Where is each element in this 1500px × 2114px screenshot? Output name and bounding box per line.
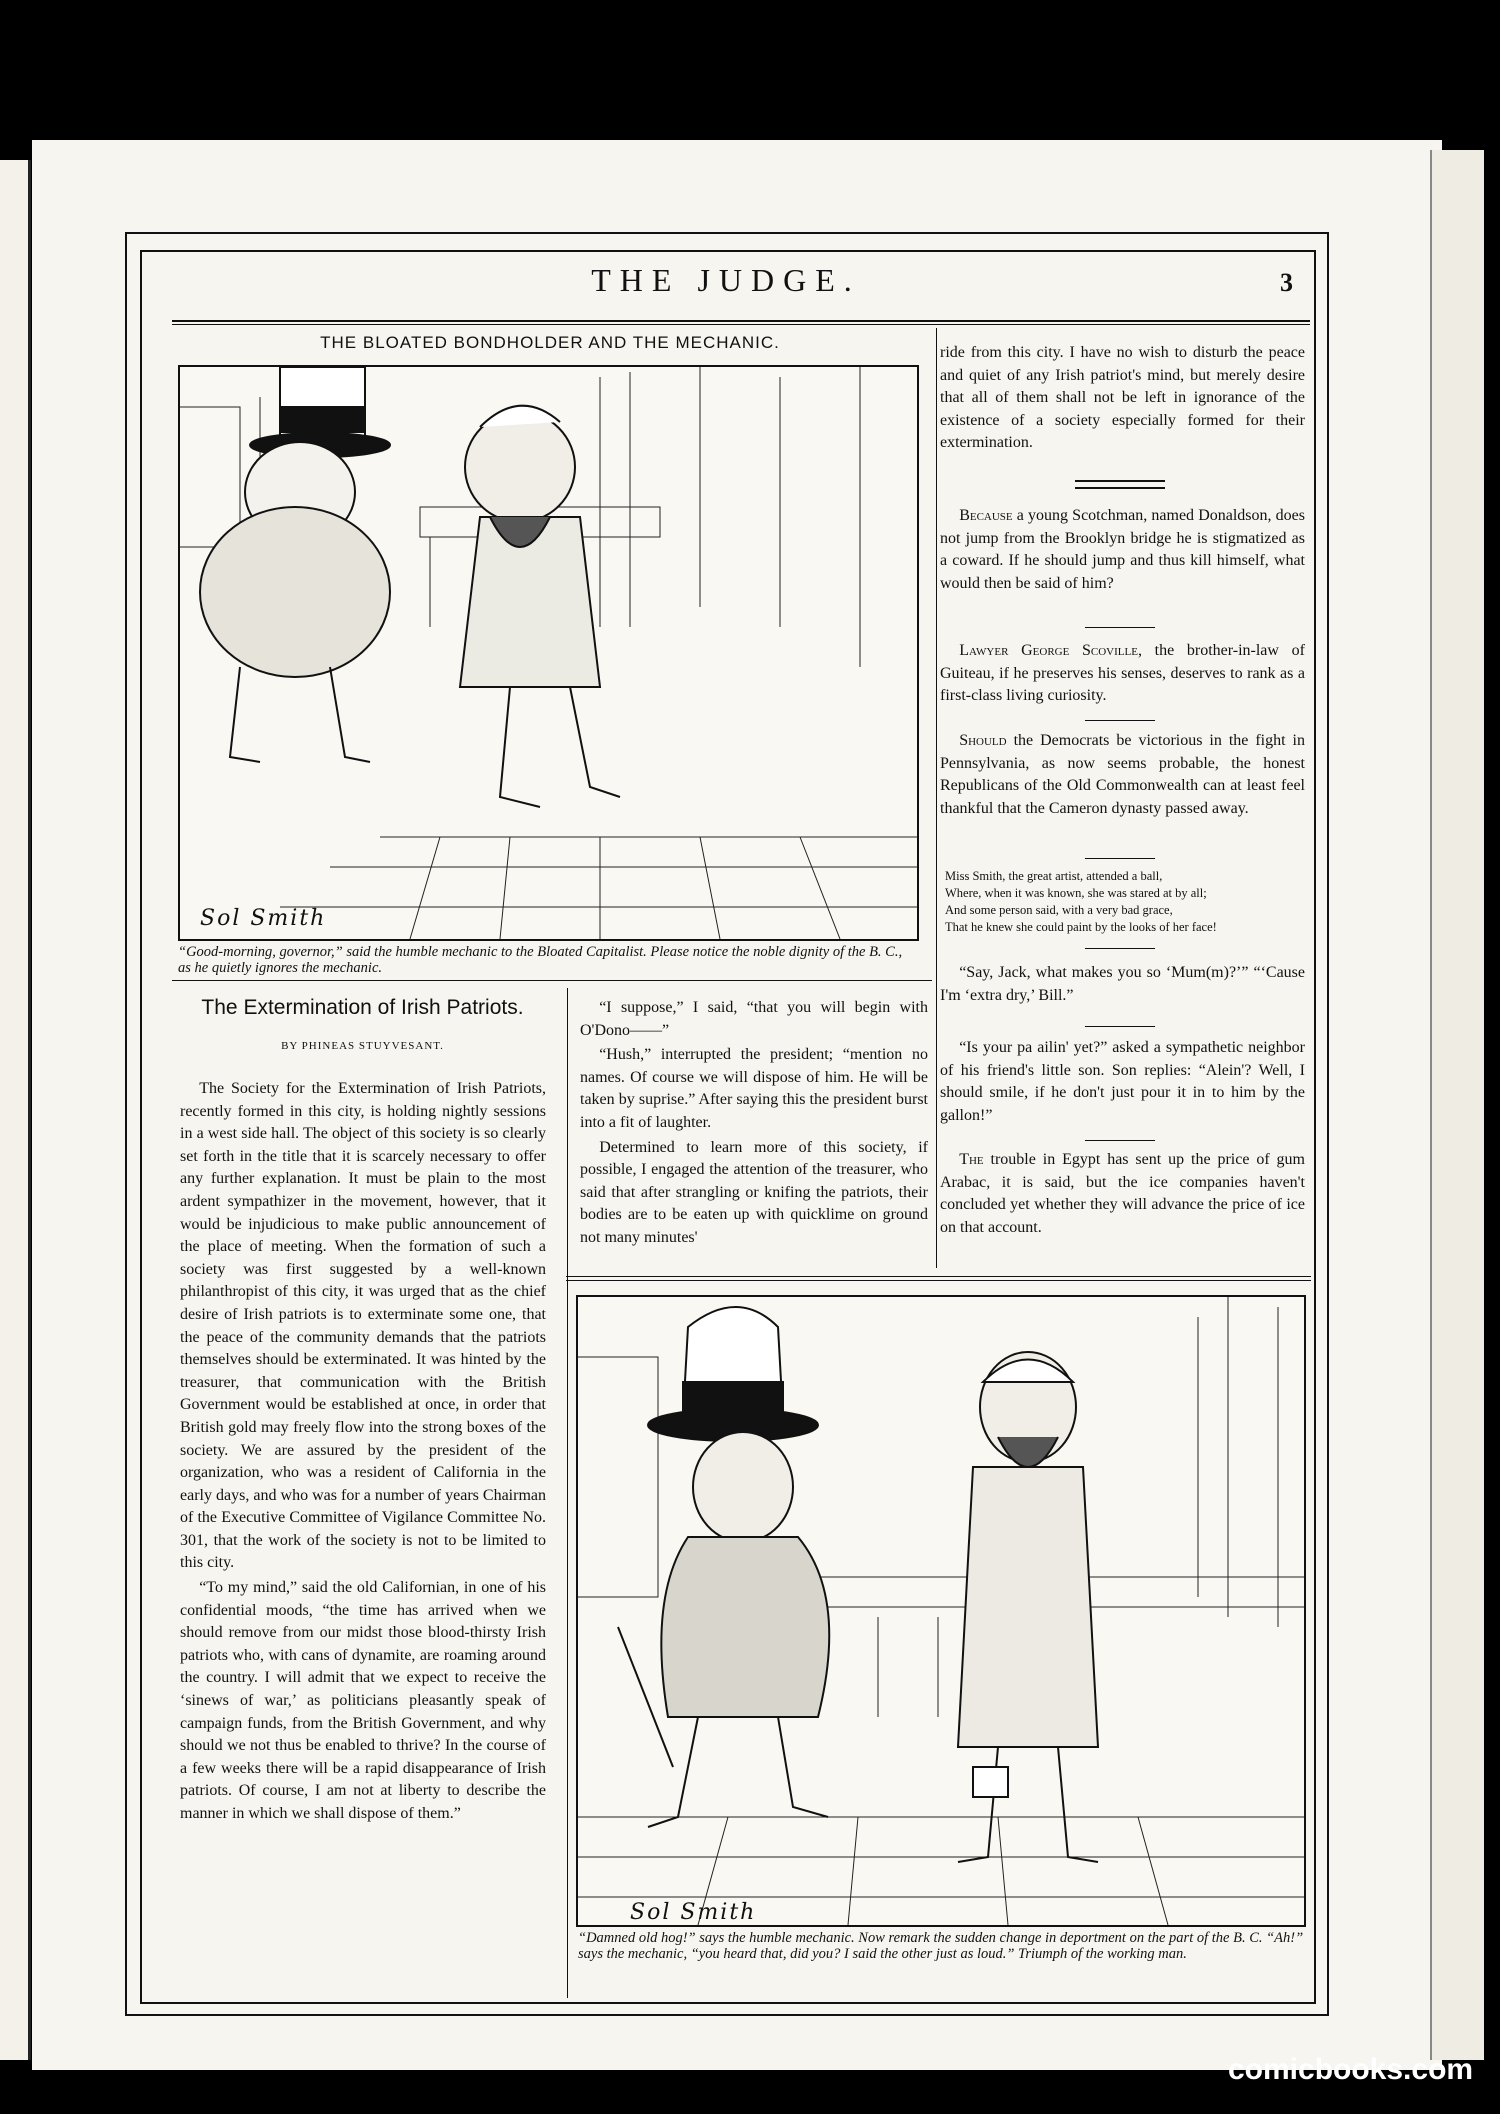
paragraph-text: “Is your pa ailin' yet?” asked a sympathetic neighbor of his friend's little son. Son replies: “Alein'? Well, I should smile, if he don't just pour it in to him by the gallon!” (940, 1039, 1305, 1124)
cartoon-top-signature: Sol Smith (200, 906, 327, 931)
poem-miss-smith (945, 868, 1310, 936)
paragraph-text: trouble in Egypt has sent up the price of gum Arabac, it is said, but the ice companies haven't concluded yet whether they will advance the price of ice on that account. (940, 1151, 1305, 1236)
poem-line: And some person said, with a very bad grace, (945, 903, 1173, 917)
cartoon-top-caption: “Good-morning, governor,” said the humble mechanic to the Bloated Capitalist. Please notice the noble dignity of the B. C., as he quietly ignores the mechanic. (178, 944, 903, 976)
article-title: The Extermination of Irish Patriots. (201, 996, 524, 1019)
masthead-title: THE JUDGE. (591, 262, 861, 298)
article-column-1 (180, 1078, 546, 1828)
short-rule (1085, 948, 1155, 949)
lead-word: Lawyer George Scoville, (959, 642, 1142, 659)
mechanic-reaction-drawing (578, 1297, 1304, 1925)
masthead-rule-thin (172, 324, 1310, 325)
cartoon-bottom-signature: Sol Smith (630, 1900, 757, 1925)
section-divider (1075, 480, 1165, 489)
article-paragraph: “Hush,” interrupted the president; “mention no names. Of course we will dispose of him. He will be taken by suprise.” After saying this the president burst into a fit of laughter. (580, 1046, 928, 1131)
article-paragraph: “I suppose,” I said, “that you will begin with O'Dono——” (580, 999, 928, 1039)
cartoon2-top-rule (566, 1276, 1311, 1277)
watermark: comicbooks.com (1228, 2053, 1474, 2086)
article-paragraph: Determined to learn more of this society, if possible, I engaged the attention of the treasurer, who said that after strangling or knifing the patriots, their bodies are to be eaten up with quicklime on ground not many minutes' (580, 1138, 928, 1246)
paragraph-jack (940, 962, 1305, 1009)
lead-word: The (959, 1151, 984, 1168)
paragraph-text: the Democrats be victorious in the fight in Pennsylvania, as now seems probable, the honest Republicans of the Old Commonwealth can at least feel thankful that the Cameron dynasty passed away. (940, 732, 1305, 817)
column-rule-left (567, 988, 568, 1998)
page-number: 3 (1280, 268, 1293, 297)
cartoon-top-title: THE BLOATED BONDHOLDER AND THE MECHANIC. (320, 333, 780, 352)
masthead-rule (172, 320, 1310, 322)
cartoon-bottom-caption: “Damned old hog!” says the humble mechanic. Now remark the sudden change in deportment on the part of the B. C. “Ah!” says the mechanic, “you heard that, did you? I said the other just as loud.” Triumph of the working man. (578, 1930, 1304, 1962)
column-rule-top-right (936, 328, 937, 1268)
paragraph-donaldson (940, 505, 1305, 597)
paragraph-scoville (940, 640, 1305, 710)
bondholder-mechanic-drawing (180, 367, 917, 939)
short-rule (1085, 720, 1155, 721)
right-page-edge (1430, 150, 1484, 2060)
paragraph-text: a young Scotchman, named Donaldson, does not jump from the Brooklyn bridge he is stigmatized as a coward. If he should jump and thus kill himself, what would then be said of him? (940, 507, 1305, 592)
short-rule (1085, 1140, 1155, 1141)
paragraph-pa (940, 1037, 1305, 1129)
lead-word: Should (959, 732, 1007, 749)
left-page-edge (0, 160, 31, 2060)
short-rule (1085, 627, 1155, 628)
paragraph-democrats (940, 730, 1305, 822)
article-byline: BY PHINEAS STUYVESANT. (281, 1040, 444, 1052)
article-continuation: ride from this city. I have no wish to disturb the peace and quiet of any Irish patriot's mind, but merely desire that all of them shall not be left in ignorance of the existence of a society especially formed for their extermination. (940, 344, 1305, 452)
cartoon-top-illustration (178, 365, 919, 941)
poem-line: Where, when it was known, she was stared at by all; (945, 886, 1207, 900)
poem-line: That he knew she could paint by the looks of her face! (945, 920, 1217, 934)
paragraph-text: the brother-in-law of Guiteau, if he preserves his senses, deserves to rank as a first-class living curiosity. (940, 642, 1305, 705)
lead-word: Because (959, 507, 1013, 524)
short-rule (1085, 1026, 1155, 1027)
article-paragraph: The Society for the Extermination of Irish Patriots, recently formed in this city, is holding nightly sessions in a west side hall. The object of this society is so clearly set forth in the title that it is scarcely necessary to offer any further explanation. It must be plain to the most ardent sympathizer in the movement, however, that it would be injudicious to make public announcement of the place of meeting. When the formation of such a society was first suggested by a well-known philanthropist of this city, it was urged that as the chief desire of Irish patriots is to exterminate some one, that the peace of the community demands that the patriots themselves should be exterminated. It was hinted by the treasurer, that communication with the British Government would be established at once, in order that British gold may freely flow into the strong boxes of the society. We are assured by the president of the organization, who was a resident of California in the early days, and who was for a number of years Chairman of the Executive Committee of Vigilance Committee No. 301, that the work of the society is not to be limited to this city. (180, 1080, 546, 1572)
poem-line: Miss Smith, the great artist, attended a ball, (945, 869, 1163, 883)
cartoon-bottom-rule (172, 980, 932, 981)
paragraph-text: “Say, Jack, what makes you so ‘Mum(m)?’” “‘Cause I'm ‘extra dry,’ Bill.” (940, 964, 1305, 1004)
cartoon-bottom-illustration (576, 1295, 1306, 1927)
cartoon2-top-rule-2 (566, 1280, 1311, 1281)
article-column-2 (580, 997, 928, 1252)
article-paragraph: “To my mind,” said the old Californian, in one of his confidential moods, “the time has arrived when we should remove from our midst those blood-thirsty Irish patriots who, with cans of dynamite, are roaming around the country. I will admit that we expect to receive the ‘sinews of war,’ as politicians pleasantly speak of campaign funds, from the British Government, and why should we not thus be enabled to thrive? In the course of a few weeks there will be a rapid disappearance of Irish patriots. Of course, I am not at liberty to describe the manner in which we shall dispose of them.” (180, 1579, 546, 1822)
article-column-3 (940, 342, 1305, 457)
short-rule (1085, 858, 1155, 859)
paragraph-egypt (940, 1149, 1305, 1241)
